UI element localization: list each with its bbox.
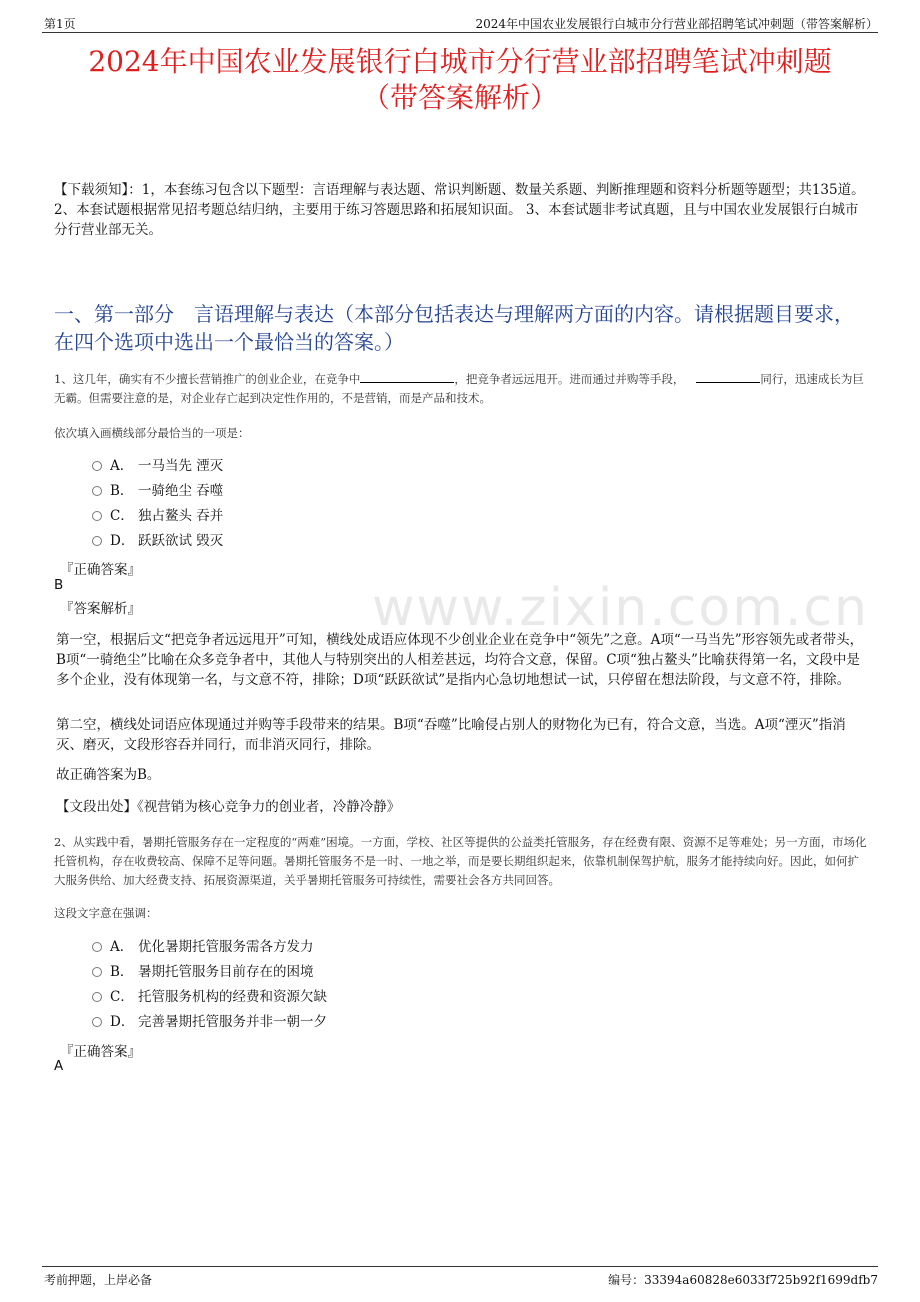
q1-option-a[interactable]: A． 一马当先 湮灭 xyxy=(92,456,223,476)
q2-prompt: 这段文字意在强调： xyxy=(54,906,158,920)
q1-prompt: 依次填入画横线部分最恰当的一项是： xyxy=(54,426,250,440)
q2-option-c[interactable]: C． 托管服务机构的经费和资源欠缺 xyxy=(92,987,327,1007)
q1-blank-1 xyxy=(360,372,454,383)
section-heading: 一、第一部分 言语理解与表达（本部分包括表达与理解两方面的内容。请根据题目要求，在四个选项中选出一个最恰当的答案。） xyxy=(54,302,854,354)
q2-option-b[interactable]: B． 暑期托管服务目前存在的困境 xyxy=(92,962,314,982)
q2-answer: A xyxy=(54,1058,64,1074)
q1-option-c[interactable]: C． 独占鳌头 吞并 xyxy=(92,506,223,526)
q1-analysis-paragraph-2: 第二空，横线处词语应体现通过并购等手段带来的结果。B项“吞噬”比喻侵占别人的财物化为已有，符合文意，当选。A项“湮灭”指消灭、磨灭，文段形容吞并同行，而非消灭同行，排除。 xyxy=(56,717,846,753)
q2-option-a[interactable]: A． 优化暑期托管服务需各方发力 xyxy=(92,937,314,957)
q1-answer: B xyxy=(54,577,64,593)
radio-icon[interactable] xyxy=(92,942,102,952)
footer-doc-id: 编号：33394a60828e6033f725b92f1699dfb7 xyxy=(608,1273,878,1287)
q2-answer-label: 『正确答案』 xyxy=(60,1044,141,1060)
footer-slogan: 考前押题，上岸必备 xyxy=(44,1273,153,1287)
radio-icon[interactable] xyxy=(92,536,102,546)
q1-analysis-label: 『答案解析』 xyxy=(60,601,141,617)
question-1-stem xyxy=(54,370,870,408)
q1-stem-part-b: ，把竞争者远远甩开。进而通过并购等手段， xyxy=(454,372,685,386)
q1-option-d[interactable]: D． 跃跃欲试 毁灭 xyxy=(92,531,223,551)
radio-icon[interactable] xyxy=(92,967,102,977)
q1-source: 【文段出处】《视营销为核心竞争力的创业者，冷静冷静》 xyxy=(56,799,401,815)
radio-icon[interactable] xyxy=(92,511,102,521)
page-number: 第1页 xyxy=(44,17,76,31)
q1-stem-part-a: 1、这几年，确实有不少擅长营销推广的创业企业，在竞争中 xyxy=(54,372,361,386)
watermark: www.zixin.com.cn xyxy=(372,578,869,638)
q1-answer-label: 『正确答案』 xyxy=(60,562,141,578)
q1-option-b[interactable]: B． 一骑绝尘 吞噬 xyxy=(92,481,223,501)
q1-stem-part-c: 同行，迅速成长为巨无霸。但需要注意的是，对企业存亡起到决定性作用的，不是营销，而是产品和技术。 xyxy=(54,372,864,405)
footer-rule xyxy=(42,1266,878,1267)
question-2-stem: 2、从实践中看，暑期托管服务存在一定程度的“两难”困境。一方面，学校、社区等提供的公益类托管服务，存在经费有限、资源不足等难处；另一方面，市场化托管机构，存在收费较高、保障不足等问题。暑期托管服务不是一时、一地之举，而是要长期组织起来，依靠机制保驾护航，服务才能持续向好。因此，如何扩大服务供给、加大经费支持、拓展资源渠道，关乎暑期托管服务可持续性，需要社会各方共同回答。 xyxy=(54,835,867,887)
q1-analysis-paragraph-1: 第一空，根据后文“把竞争者远远甩开”可知，横线处成语应体现不少创业企业在竞争中“领先”之意。A项“一马当先”形容领先或者带头，B项“一骑绝尘”比喻在众多竞争者中，其他人与特别突出的人相差甚远，均符合文意，保留。C项“独占鳌头”比喻获得第一名，文段中是多个企业，没有体现第一名，与文意不符，排除；D项“跃跃欲试”是指内心急切地想试一试，只停留在想法阶段，与文意不符，排除。 xyxy=(56,632,864,688)
q1-analysis-conclusion: 故正确答案为B。 xyxy=(56,767,161,783)
document-title: 2024年中国农业发展银行白城市分行营业部招聘笔试冲刺题 xyxy=(88,45,832,78)
document-subtitle: （带答案解析） xyxy=(361,81,558,114)
q2-option-d[interactable]: D． 完善暑期托管服务并非一朝一夕 xyxy=(92,1012,327,1032)
running-header-title: 2024年中国农业发展银行白城市分行营业部招聘笔试冲刺题（带答案解析） xyxy=(475,17,878,31)
radio-icon[interactable] xyxy=(92,486,102,496)
radio-icon[interactable] xyxy=(92,461,102,471)
q1-blank-2 xyxy=(696,372,760,383)
radio-icon[interactable] xyxy=(92,992,102,1002)
download-notice: 【下载须知】：1，本套练习包含以下题型：言语理解与表达题、常识判断题、数量关系题、判断推理题和资料分析题等题型；共135道。 2、本套试题根据常见招考题总结归纳，主要用于练习答题思路和拓展知识面。 3、本套试题非考试真题，且与中国农业发展银行白城市分行营业部无关。 xyxy=(54,182,865,238)
radio-icon[interactable] xyxy=(92,1017,102,1027)
header-rule xyxy=(42,32,878,33)
